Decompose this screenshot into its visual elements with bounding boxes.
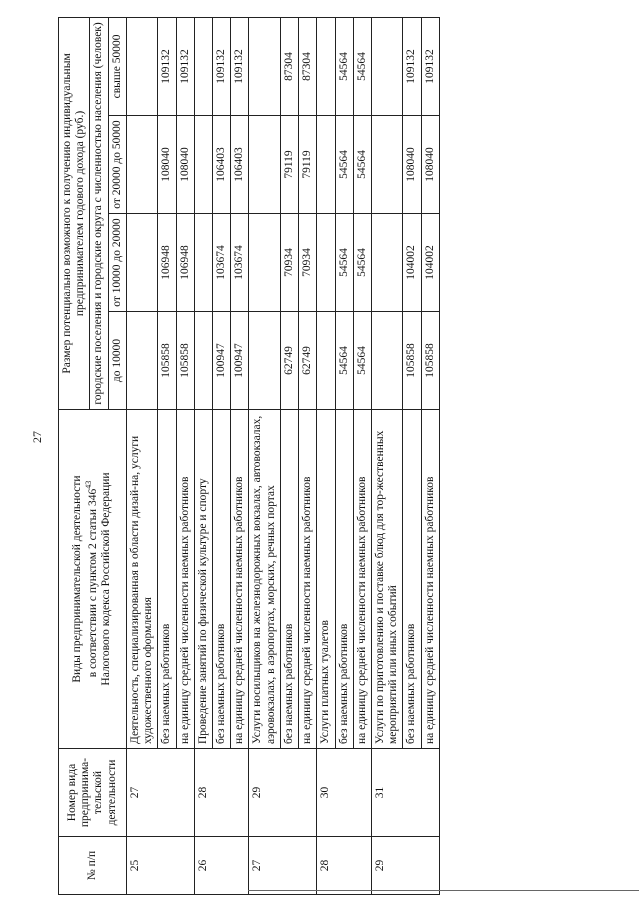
header-activity-title-line1: Виды предпринимательской деятельности: [71, 475, 84, 683]
sub-label: без наемных работников: [158, 410, 176, 749]
header-activity-title-line2: [84, 414, 100, 744]
header-activity-number: Номер вида предпринима-тельской деятельности: [59, 749, 127, 837]
value-cell: 54564: [353, 312, 371, 410]
value-cell: 106403: [231, 116, 249, 214]
activity-title: Проведение занятий по физической культуре и спорту: [194, 410, 212, 749]
value-cell: 105858: [158, 312, 176, 410]
activity-title: Услуги по приготовлению и поставке блюд для тор-жественных мероприятий или иных событий: [371, 410, 402, 749]
value-cell: 109132: [403, 17, 421, 115]
activity-code: 27: [126, 749, 194, 837]
value-cell: 109132: [158, 17, 176, 115]
row-number: 25: [126, 837, 194, 895]
row-number: 29: [371, 837, 439, 895]
value-cell: 108040: [421, 116, 439, 214]
sub-label: без наемных работников: [280, 410, 298, 749]
scan-edge-line: [248, 890, 639, 891]
value-cell: 109132: [421, 17, 439, 115]
value-cell: 108040: [158, 116, 176, 214]
value-cell: 100947: [212, 312, 230, 410]
value-cell: 87304: [299, 17, 317, 115]
sub-label: на единицу средней численности наемных работников: [176, 410, 194, 749]
sub-label: на единицу средней численности наемных работников: [231, 410, 249, 749]
sub-label: без наемных работников: [403, 410, 421, 749]
value-cell: 62749: [280, 312, 298, 410]
header-article-superscript: 43: [84, 480, 94, 489]
value-cell: 100947: [231, 312, 249, 410]
value-cell: 104002: [421, 214, 439, 312]
header-row-1: [59, 17, 90, 894]
value-cell: 54564: [335, 312, 353, 410]
value-cell: 103674: [231, 214, 249, 312]
value-cell: 54564: [353, 17, 371, 115]
activity-title: Услуги носильщиков на железнодорожных вокзалах, автовокзалах, аэровокзалах, в аэропортах, морских, речных портах: [249, 410, 280, 749]
sub-label: на единицу средней численности наемных работников: [353, 410, 371, 749]
activity-code: 31: [371, 749, 439, 837]
value-cell: 70934: [299, 214, 317, 312]
value-cell: 70934: [280, 214, 298, 312]
value-cell: 62749: [299, 312, 317, 410]
activity-code: 28: [194, 749, 249, 837]
value-cell: 109132: [231, 17, 249, 115]
value-cell: 87304: [280, 17, 298, 115]
activity-code: 30: [317, 749, 372, 837]
value-cell: 54564: [335, 116, 353, 214]
row-number: 27: [249, 837, 317, 895]
value-cell: 105858: [176, 312, 194, 410]
table-row: [194, 17, 212, 894]
value-cell: 108040: [403, 116, 421, 214]
header-settlements: городские поселения и городские округа с численностью населения (человек): [90, 17, 108, 409]
sub-label: на единицу средней численности наемных работников: [299, 410, 317, 749]
value-cell: 54564: [335, 214, 353, 312]
header-article-text: в соответствии с пунктом 2 статьи 346: [87, 488, 100, 678]
header-income: Размер потенциально возможного к получению индивидуальным предпринимателем годового дохода (руб.): [59, 17, 90, 409]
page-number: 27: [30, 431, 44, 443]
value-cell: 79119: [299, 116, 317, 214]
table-row: [126, 17, 157, 894]
value-cell: 54564: [335, 17, 353, 115]
value-cell: 105858: [403, 312, 421, 410]
value-cell: 108040: [176, 116, 194, 214]
header-activity-title-line3: Налогового кодекса Российской Федерации: [100, 472, 113, 686]
value-cell: 109132: [176, 17, 194, 115]
value-cell: 54564: [353, 214, 371, 312]
table-row: [371, 17, 402, 894]
rotated-sheet: [58, 18, 440, 895]
header-activity-title: [59, 410, 127, 749]
value-cell: 106948: [158, 214, 176, 312]
sub-label: без наемных работников: [335, 410, 353, 749]
value-cell: 103674: [212, 214, 230, 312]
value-cell: 106403: [212, 116, 230, 214]
value-cell: 106948: [176, 214, 194, 312]
header-no: № п/п: [59, 837, 127, 895]
activity-title: Услуги платных туалетов: [317, 410, 335, 749]
income-table: [58, 17, 440, 895]
sub-label: на единицу средней численности наемных работников: [421, 410, 439, 749]
value-cell: 105858: [421, 312, 439, 410]
value-cell: 104002: [403, 214, 421, 312]
header-pop-group: от 10000 до 20000: [108, 214, 126, 312]
table-row: [317, 17, 335, 894]
header-pop-group: от 20000 до 50000: [108, 116, 126, 214]
header-pop-group: свыше 50000: [108, 17, 126, 115]
value-cell: 109132: [212, 17, 230, 115]
activity-code: 29: [249, 749, 317, 837]
row-number: 28: [317, 837, 372, 895]
table-row: [249, 17, 280, 894]
header-pop-group: до 10000: [108, 312, 126, 410]
value-cell: 54564: [353, 116, 371, 214]
value-cell: 79119: [280, 116, 298, 214]
sub-label: без наемных работников: [212, 410, 230, 749]
row-number: 26: [194, 837, 249, 895]
activity-title: Деятельность, специализированная в области дизай-на, услуги художественного оформления: [126, 410, 157, 749]
